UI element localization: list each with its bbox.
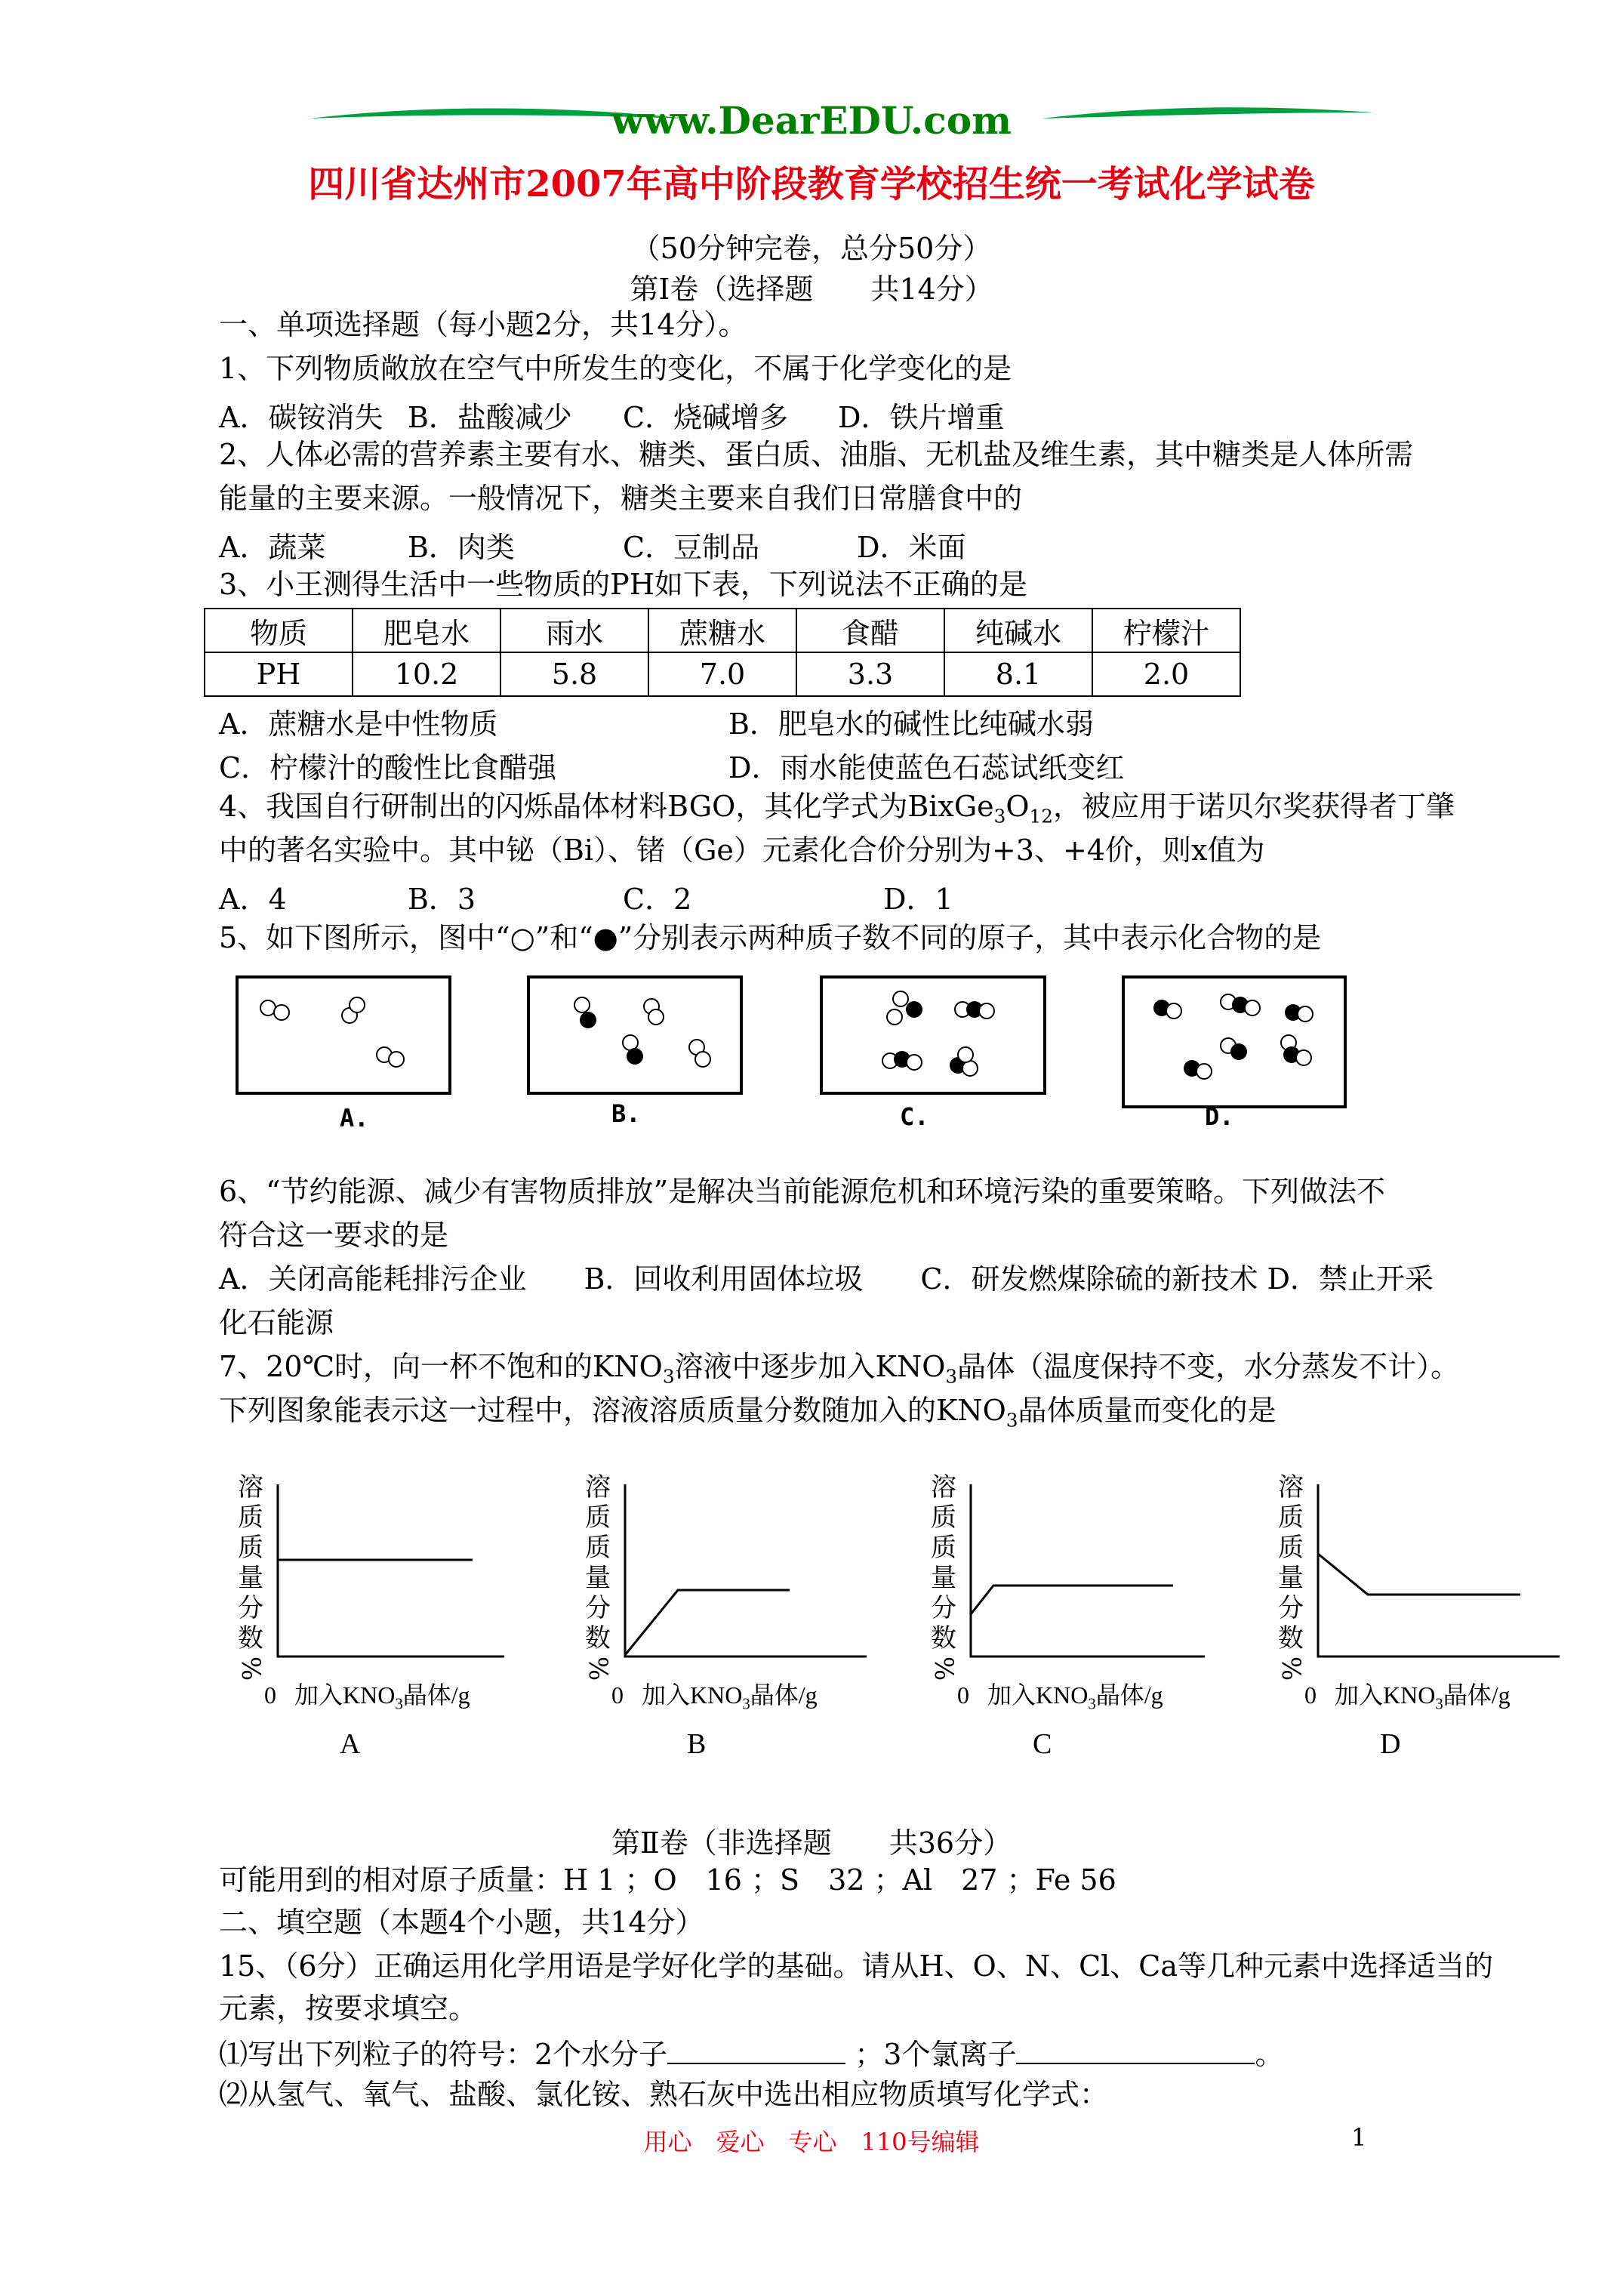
atom-hollow (957, 1046, 974, 1063)
graph-ylabel-char: 溶 (585, 1472, 611, 1502)
graph-xlabel (264, 1676, 470, 1713)
subscript: 3 (1088, 1695, 1096, 1713)
q7-stem-line1 (219, 1348, 1459, 1395)
q4-option-c: C．2 (623, 883, 692, 916)
graph-ylabel (236, 1472, 266, 1684)
q7-text: 晶体质量而变化的是 (1018, 1394, 1277, 1427)
graph-ylabel-char: 质 (931, 1533, 956, 1563)
q5-stem: 5、如下图所示，图中“○”和“●”分别表示两种质子数不同的原子，其中表示化合物的是 (219, 921, 1322, 954)
graph-xlabel-text: 加入KNO (276, 1681, 396, 1709)
q2-option-c: C．豆制品 (623, 531, 760, 564)
q2-option-b: B．肉类 (408, 531, 515, 564)
table-cell: 雨水 (500, 609, 648, 652)
graph-ylabel-char: 质 (585, 1533, 611, 1563)
atom-hollow (1297, 1006, 1313, 1022)
graph-ylabel (1276, 1472, 1306, 1684)
q3-option-c: C．柠檬汁的酸性比食醋强 (219, 751, 557, 784)
atom-hollow (388, 1051, 405, 1068)
subscript: 12 (1029, 805, 1053, 827)
graph-letter-d: D (1380, 1728, 1401, 1760)
graph-curve (971, 1586, 1173, 1614)
q2-option-d: D．米面 (857, 531, 966, 564)
subscript: 3 (742, 1695, 750, 1713)
q1-option-a: A．碳铵消失 (219, 401, 383, 434)
graph-ylabel-char: 量 (1278, 1563, 1304, 1593)
table-cell: 柠檬汁 (1092, 609, 1240, 652)
graph-letter-c: C (1033, 1728, 1052, 1760)
graph-ylabel-char: 质 (1278, 1502, 1304, 1533)
q3-option-d: D．雨水能使蓝色石蕊试纸变红 (728, 751, 1125, 784)
ph-table-header-row (205, 609, 1240, 652)
q7-text: 下列图象能表示这一过程中，溶液溶质质量分数随加入的KNO (219, 1394, 1006, 1427)
q3-option-b: B．肥皂水的碱性比纯碱水弱 (728, 707, 1094, 741)
ph-table-value-row (205, 652, 1240, 696)
graph-ylabel-char: 数 (1278, 1623, 1304, 1653)
atom-solid (627, 1048, 643, 1065)
graph-ylabel-char: 数 (585, 1623, 611, 1653)
graph-xlabel-text: 晶体/g (1443, 1681, 1511, 1709)
q6-options-cont: 化石能源 (219, 1306, 334, 1339)
solubility-graph-d (1312, 1480, 1561, 1661)
atom-solid (1230, 1043, 1247, 1060)
atom-hollow (1196, 1063, 1212, 1080)
q15-text: 。 (1255, 2038, 1284, 2071)
q4-option-b: B．3 (408, 883, 476, 916)
particle-box-d (1122, 975, 1347, 1108)
graph-axes (971, 1484, 1205, 1657)
graph-curve (625, 1590, 790, 1655)
q15-text: ⑴写出下列粒子的符号：2个水分子 (219, 2038, 668, 2071)
q15-part1 (219, 2034, 1283, 2073)
graph-xlabel-text: 加入KNO (624, 1681, 743, 1709)
q2-option-a: A．蔬菜 (219, 531, 326, 564)
graph-ylabel (929, 1472, 959, 1684)
graph-axes (625, 1484, 867, 1657)
atom-solid (580, 1012, 596, 1028)
table-cell: 纯碱水 (944, 609, 1092, 652)
part2-heading: 第Ⅱ卷（非选择题 共36分） (611, 1826, 1012, 1860)
graph-xlabel (1304, 1676, 1511, 1713)
table-cell: 物质 (205, 609, 353, 652)
exam-title: 四川省达州市2007年高中阶段教育学校招生统一考试化学试卷 (308, 163, 1315, 205)
graph-ylabel-char: 数 (238, 1623, 263, 1653)
q4-option-a: A．4 (219, 883, 287, 916)
q15-stem-line1: 15、（6分）正确运用化学用语是学好化学的基础。请从H、O、N、Cl、Ca等几种元素中选择适当的 (219, 1949, 1494, 1983)
graph-ylabel-char: 分 (585, 1593, 611, 1623)
atom-hollow (694, 1051, 711, 1068)
graph-ylabel-char: 质 (585, 1502, 611, 1533)
section2-heading: 二、填空题（本题4个小题，共14分） (219, 1906, 704, 1939)
graph-letter-b: B (687, 1728, 707, 1760)
q1-option-c: C．烧碱增多 (623, 401, 789, 434)
graph-xlabel-text: 晶体/g (402, 1681, 470, 1709)
answer-blank-water-molecules[interactable] (667, 2034, 845, 2064)
site-url: www.DearEDU.com (611, 98, 1012, 143)
q5-label-d: D. (1205, 1102, 1234, 1131)
q7-text: 溶液中逐步加入KNO (674, 1350, 946, 1383)
q1-option-b: B．盐酸减少 (408, 401, 572, 434)
table-cell: 10.2 (353, 652, 500, 696)
graph-xlabel-text: 加入KNO (1317, 1681, 1436, 1709)
graph-xlabel (957, 1676, 1163, 1713)
table-cell: 2.0 (1092, 652, 1240, 696)
graph-xlabel-text: 加入KNO (969, 1681, 1089, 1709)
table-cell: 3.3 (796, 652, 944, 696)
footer-text: 用心 爱心 专心 110号编辑 (643, 2128, 980, 2156)
graph-ylabel-char: % (929, 1656, 959, 1681)
atom-hollow (648, 1009, 664, 1025)
atom-hollow (574, 997, 590, 1013)
q6-stem-line2: 符合这一要求的是 (219, 1219, 449, 1252)
atom-hollow (1244, 1000, 1261, 1016)
graph-curve (1318, 1554, 1520, 1595)
graph-ylabel-char: 质 (238, 1533, 263, 1563)
page-number: 1 (1351, 2123, 1367, 2152)
q6-stem-line1: 6、“节约能源、减少有害物质排放”是解决当前能源危机和环境污染的重要策略。下列做法不 (219, 1175, 1386, 1208)
graph-ylabel-char: 溶 (238, 1472, 263, 1502)
subscript: 3 (395, 1695, 403, 1713)
graph-origin: 0 (1304, 1681, 1317, 1709)
ph-table (204, 608, 1241, 697)
atom-hollow (1166, 1003, 1182, 1019)
graph-ylabel-char: 数 (931, 1623, 956, 1653)
graph-ylabel-char: % (583, 1656, 613, 1681)
table-cell: 8.1 (944, 652, 1092, 696)
graph-ylabel-char: 质 (931, 1502, 956, 1533)
q7-stem-line2 (219, 1392, 1277, 1439)
table-cell: 肥皂水 (353, 609, 500, 652)
graph-axes (278, 1484, 504, 1657)
solubility-graph-a (272, 1480, 506, 1661)
solubility-graph-c (965, 1480, 1206, 1661)
q5-label-c: C. (900, 1102, 929, 1131)
graph-ylabel-char: 质 (238, 1502, 263, 1533)
table-cell: 5.8 (500, 652, 648, 696)
particle-box-c (820, 975, 1046, 1095)
graph-origin: 0 (264, 1681, 276, 1709)
atom-hollow (1295, 1049, 1312, 1066)
q7-text: 晶体（温度保持不变，水分蒸发不计）。 (957, 1350, 1460, 1383)
q4-stem-line2: 中的著名实验中。其中铋（Bi）、锗（Ge）元素化合价分别为+3、+4价，则x值为 (219, 834, 1265, 867)
graph-ylabel-char: 分 (238, 1593, 263, 1623)
part1-heading: 第Ⅰ卷（选择题 共14分） (630, 273, 993, 306)
q4-text: ，被应用于诺贝尔奖获得者丁肇 (1052, 790, 1455, 823)
q1-option-d: D．铁片增重 (838, 401, 1005, 434)
graph-letter-a: A (340, 1728, 361, 1760)
graph-ylabel-char: 分 (931, 1593, 956, 1623)
q15-text: ；3个氯离子 (855, 2038, 1017, 2071)
q5-label-b: B. (611, 1099, 641, 1128)
table-cell: 食醋 (796, 609, 944, 652)
table-cell: 7.0 (648, 652, 796, 696)
q1-stem: 1、下列物质敞放在空气中所发生的变化，不属于化学变化的是 (219, 352, 1012, 385)
subscript: 3 (1006, 1409, 1018, 1432)
time-score: （50分钟完卷，总分50分） (631, 232, 992, 265)
subscript: 3 (945, 1365, 958, 1388)
particle-box-b (527, 975, 743, 1095)
graph-ylabel-char: 溶 (1278, 1472, 1304, 1502)
graph-ylabel-char: 量 (931, 1563, 956, 1593)
subscript: 3 (662, 1365, 675, 1388)
q15-stem-line2: 元素，按要求填空。 (219, 1992, 478, 2025)
q15-part2: ⑵从氢气、氧气、盐酸、氯化铵、熟石灰中选出相应物质填写化学式： (219, 2078, 1109, 2111)
graph-ylabel-char: 分 (1278, 1593, 1304, 1623)
q3-option-a: A．蔗糖水是中性物质 (219, 707, 498, 741)
graph-ylabel (583, 1472, 613, 1684)
subscript: 3 (993, 805, 1006, 827)
q4-stem-line1 (219, 788, 1455, 835)
graph-ylabel-char: % (1276, 1656, 1306, 1681)
graph-axes (1318, 1484, 1560, 1657)
atom-hollow (349, 997, 365, 1013)
q4-text: O (1006, 790, 1030, 823)
q3-stem: 3、小王测得生活中一些物质的PH如下表，下列说法不正确的是 (219, 568, 1027, 601)
graph-ylabel-char: 质 (1278, 1533, 1304, 1563)
atom-solid (906, 1001, 922, 1018)
atomic-masses: 可能用到的相对原子质量：H 1 ；O 16 ；S 32 ；Al 27 ；Fe 56 (219, 1863, 1116, 1897)
q4-text: 4、我国自行研制出的闪烁晶体材料BGO，其化学式为BixGe (219, 790, 994, 823)
graph-ylabel-char: % (236, 1656, 266, 1681)
q7-text: 7、20℃时，向一杯不饱和的KNO (219, 1350, 663, 1383)
graph-origin: 0 (957, 1681, 969, 1709)
table-cell: 蔗糖水 (648, 609, 796, 652)
atom-hollow (906, 1054, 922, 1071)
q6-options: A．关闭高能耗排污企业 B．回收利用固体垃圾 C．研发燃煤除硫的新技术 D．禁止开采 (219, 1262, 1434, 1296)
graph-origin: 0 (611, 1681, 624, 1709)
q2-stem-line1: 2、人体必需的营养素主要有水、糖类、蛋白质、油脂、无机盐及维生素，其中糖类是人体所需 (219, 438, 1414, 471)
answer-blank-chloride-ions[interactable] (1016, 2034, 1255, 2064)
atom-hollow (273, 1004, 290, 1021)
atom-hollow (978, 1003, 995, 1019)
particle-box-a (236, 975, 451, 1095)
graph-ylabel-char: 溶 (931, 1472, 956, 1502)
graph-xlabel (611, 1676, 818, 1713)
q5-label-a: A. (340, 1104, 369, 1133)
graph-xlabel-text: 晶体/g (750, 1681, 818, 1709)
graph-xlabel-text: 晶体/g (1095, 1681, 1163, 1709)
section1-heading: 一、单项选择题（每小题2分，共14分）。 (219, 308, 747, 341)
table-cell: PH (205, 652, 353, 696)
solubility-graph-b (619, 1480, 868, 1661)
graph-ylabel-char: 量 (585, 1563, 611, 1593)
atom-hollow (886, 1009, 903, 1025)
q2-stem-line2: 能量的主要来源。一般情况下，糖类主要来自我们日常膳食中的 (219, 482, 1023, 515)
q4-option-d: D．1 (883, 883, 953, 916)
graph-ylabel-char: 量 (238, 1563, 263, 1593)
subscript: 3 (1435, 1695, 1443, 1713)
